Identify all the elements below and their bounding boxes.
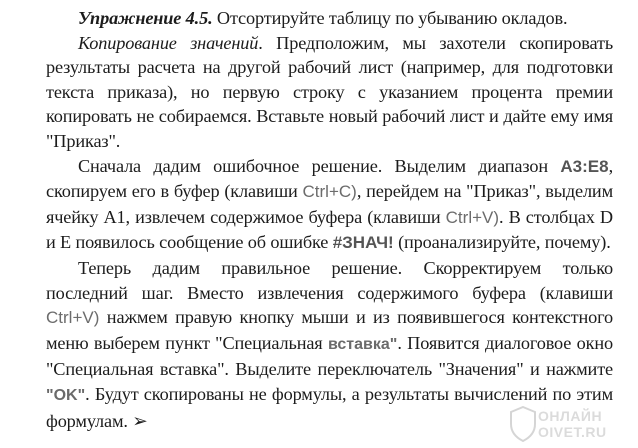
copying-title: Копирование значений — [78, 32, 259, 53]
wrong-text-5: (проанализируйте, почему). — [393, 232, 611, 253]
wrong-text-3: , перейдем на "Приказ", выделим ячейку A1, извлечем содержимое буфера (клавиши — [46, 181, 613, 227]
cell-range: А3:Е8 — [560, 156, 609, 176]
copying-paragraph — [46, 31, 613, 154]
key-ctrl-v-2: Ctrl+V) — [46, 308, 100, 328]
ok-word: "OK" — [46, 386, 86, 404]
key-ctrl-c: Ctrl+C) — [302, 182, 357, 202]
document-page — [46, 6, 613, 433]
right-text-2: нажмем правую кнопку мыши и из появившегося контекстного меню выберем пункт "Специальная — [46, 307, 613, 353]
wrong-solution-paragraph — [46, 154, 613, 256]
wrong-text-1: Сначала дадим ошибочное решение. Выделим диапазон — [78, 155, 561, 176]
right-text-4: . Будут скопированы не формулы, а результаты вычислений по этим формулам. — [46, 383, 613, 431]
error-value: #ЗНАЧ! — [332, 233, 394, 253]
key-ctrl-v: Ctrl+V) — [445, 207, 500, 227]
exercise-title: Упражнение 4.5. — [78, 8, 213, 28]
continue-arrow-icon: ➢ — [132, 410, 148, 431]
right-text-1: Теперь дадим правильное решение. Скорректируем только последний шаг. Вместо извлечения содержимого буфера (клавиши — [46, 257, 613, 303]
right-text-3: . Появится диалоговое окно "Специальная вставка". Выделите переключатель "Значения" и нажмите — [46, 332, 613, 380]
watermark-line-1: ОНЛАЙН — [538, 408, 603, 424]
exercise-paragraph — [46, 6, 613, 31]
watermark-line-2: OIVET.RU — [538, 424, 607, 440]
wrong-text-4: . В столбцах D и Е появилось сообщение об ошибке — [46, 206, 613, 253]
paste-menu-word: вставка" — [327, 335, 398, 353]
wrong-text-2: , скопируем его в буфер (клавиши — [46, 155, 613, 202]
exercise-text: Отсортируйте таблицу по убыванию окладов. — [212, 8, 568, 28]
copying-text: . Предположим, мы захотели скопировать результаты расчета на другой рабочий лист (например, для подготовки текста приказа), но первую строку с указанием процента премии копировать не собираемся. Вставьте новый рабочий лист и дайте ему имя "Приказ". — [46, 32, 614, 151]
watermark-shield-icon — [510, 406, 536, 442]
watermark-logo — [510, 404, 630, 444]
